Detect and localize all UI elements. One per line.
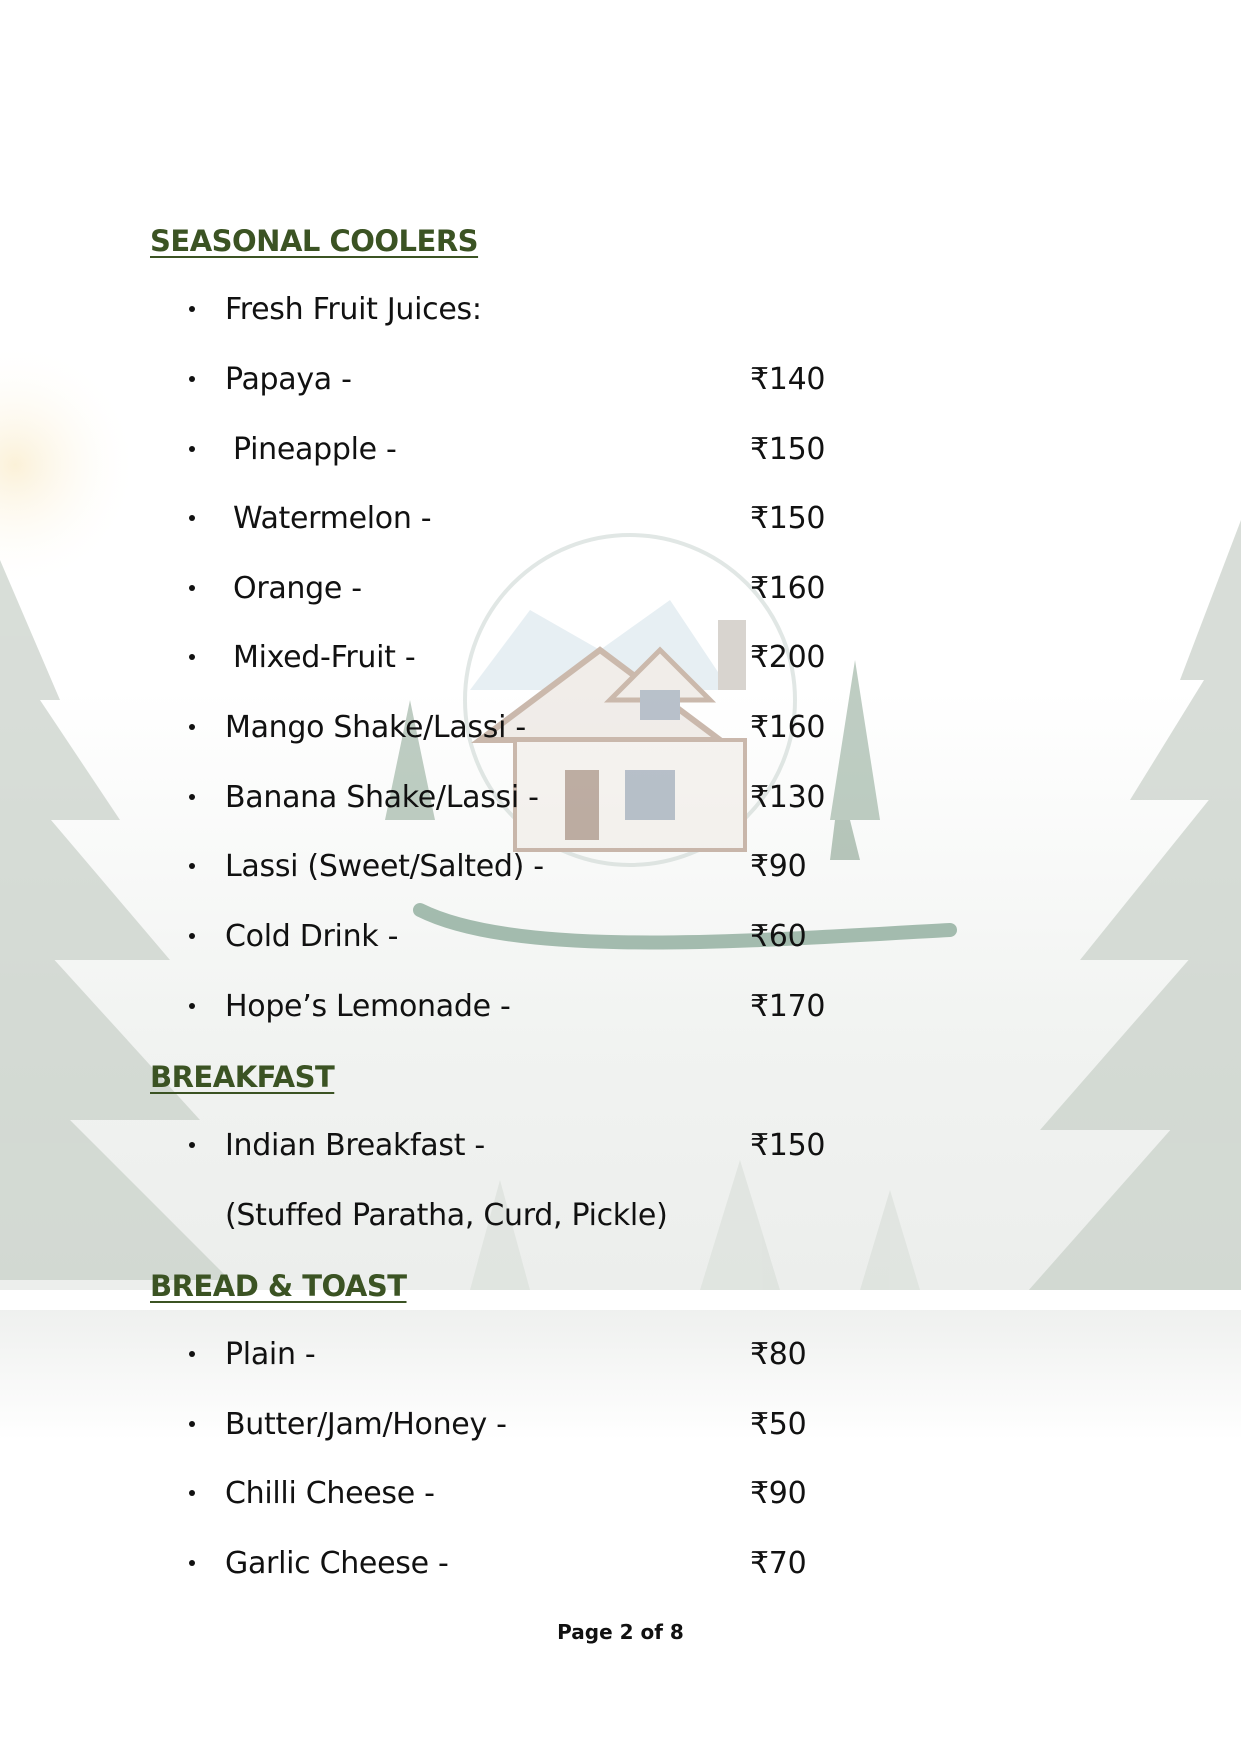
item-name: Mixed-Fruit - — [233, 640, 416, 675]
item-name: Pineapple - — [233, 432, 397, 467]
bullet-icon — [189, 446, 195, 452]
bullet-icon — [189, 863, 195, 869]
item-price: ₹130 — [750, 780, 826, 815]
item-price: ₹170 — [750, 989, 826, 1024]
item-name: Banana Shake/Lassi - — [225, 780, 539, 815]
menu-item — [0, 362, 1241, 402]
item-name: Indian Breakfast - — [225, 1128, 485, 1163]
menu-item — [0, 1407, 1241, 1447]
bullet-icon — [189, 1142, 195, 1148]
item-name: Plain - — [225, 1337, 316, 1372]
item-price: ₹50 — [750, 1407, 807, 1442]
menu-item — [0, 501, 1241, 541]
item-name: Cold Drink - — [225, 919, 399, 954]
item-price: ₹150 — [750, 432, 826, 467]
item-price: ₹160 — [750, 571, 826, 606]
bullet-icon — [189, 1421, 195, 1427]
bullet-icon — [189, 794, 195, 800]
item-price: ₹70 — [750, 1546, 807, 1581]
page-number: Page 2 of 8 — [557, 1620, 684, 1644]
item-name: Mango Shake/Lassi - — [225, 710, 526, 745]
bullet-icon — [189, 1490, 195, 1496]
item-name: Orange - — [233, 571, 362, 606]
menu-item — [0, 1546, 1241, 1586]
item-name: Lassi (Sweet/Salted) - — [225, 849, 544, 884]
menu-item — [0, 1128, 1241, 1168]
menu-item — [0, 571, 1241, 611]
item-name: Papaya - — [225, 362, 352, 397]
item-price: ₹150 — [750, 1128, 826, 1163]
bullet-icon — [189, 1560, 195, 1566]
menu-item — [0, 780, 1241, 820]
bullet-icon — [189, 1351, 195, 1357]
item-price: ₹160 — [750, 710, 826, 745]
item-name: Garlic Cheese - — [225, 1546, 449, 1581]
item-price: ₹80 — [750, 1337, 807, 1372]
item-description: (Stuffed Paratha, Curd, Pickle) — [225, 1198, 668, 1233]
bullet-icon — [189, 1003, 195, 1009]
item-name: Watermelon - — [233, 501, 432, 536]
item-name: Fresh Fruit Juices: — [225, 292, 482, 327]
menu-item — [0, 989, 1241, 1029]
bullet-icon — [189, 724, 195, 730]
bullet-icon — [189, 585, 195, 591]
menu-item — [0, 919, 1241, 959]
item-price: ₹150 — [750, 501, 826, 536]
menu-item — [0, 849, 1241, 889]
item-name: Chilli Cheese - — [225, 1476, 435, 1511]
menu-item — [0, 710, 1241, 750]
item-price: ₹140 — [750, 362, 826, 397]
section-title-bread-toast: BREAD & TOAST — [150, 1269, 407, 1303]
section-title-breakfast: BREAKFAST — [150, 1060, 335, 1094]
section-title-seasonal-coolers: SEASONAL COOLERS — [150, 224, 479, 258]
item-name: Butter/Jam/Honey - — [225, 1407, 507, 1442]
item-name: Hope’s Lemonade - — [225, 989, 511, 1024]
bullet-icon — [189, 654, 195, 660]
item-price: ₹90 — [750, 1476, 807, 1511]
item-price: ₹200 — [750, 640, 826, 675]
menu-item — [0, 432, 1241, 472]
item-price: ₹60 — [750, 919, 807, 954]
bullet-icon — [189, 515, 195, 521]
menu-item — [0, 292, 1241, 332]
menu-item — [0, 1337, 1241, 1377]
bullet-icon — [189, 933, 195, 939]
menu-item — [0, 640, 1241, 680]
bullet-icon — [189, 376, 195, 382]
bullet-icon — [189, 306, 195, 312]
item-price: ₹90 — [750, 849, 807, 884]
menu-item — [0, 1476, 1241, 1516]
